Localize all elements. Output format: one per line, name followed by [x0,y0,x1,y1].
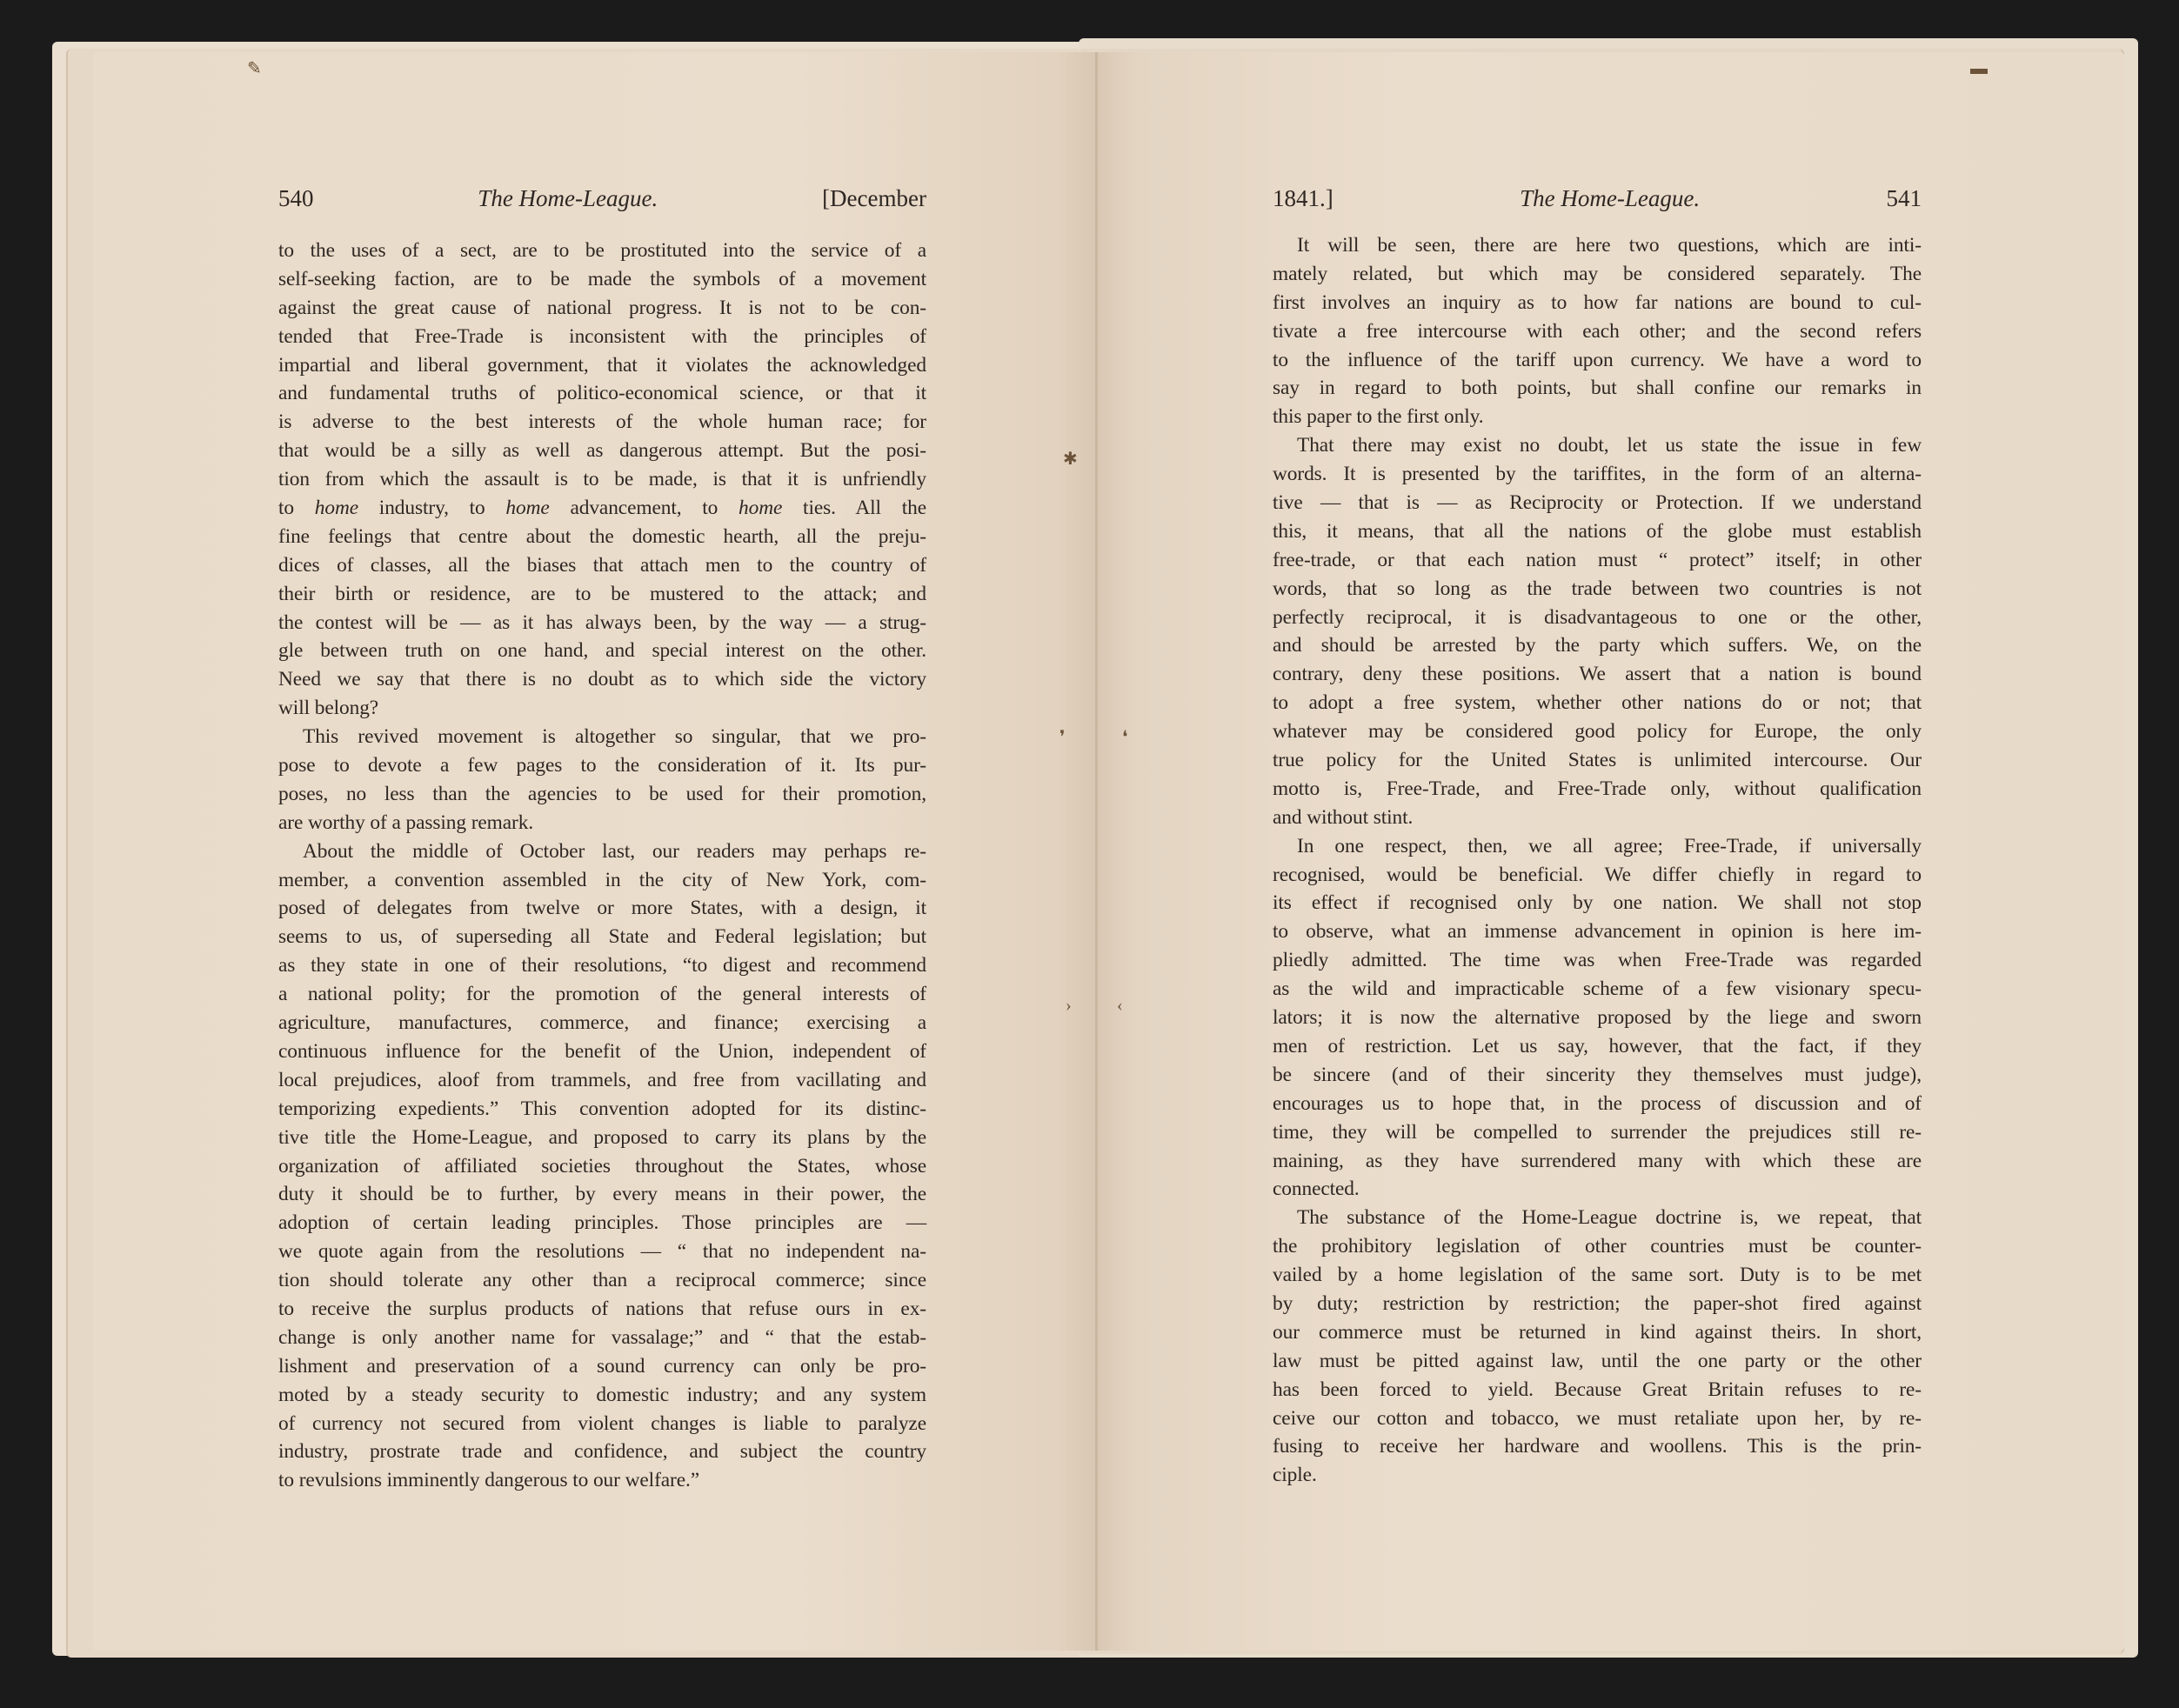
gutter-mark-1: ✱ [1063,450,1078,469]
text-line: tended that Free-Trade is inconsistent with the principles of [278,324,926,348]
text-line: mately related, but which may be considered separately. The [1273,262,1922,285]
text-line: fusing to receive her hardware and woollens. This is the prin- [1273,1435,1922,1458]
text-line: Need we say that there is no doubt as to which side the victory [278,668,926,691]
text-line: are worthy of a passing remark. [278,811,534,834]
text-line: duty it should be to further, by every means in their power, the [278,1183,926,1206]
text-line: lators; it is now the alternative proposed by the liege and sworn [1273,1006,1922,1030]
text-line: continuous influence for the benefit of the Union, independent of [278,1039,926,1063]
text-line: fine feelings that centre about the domestic hearth, all the preju- [278,524,926,548]
stain-mark-right-top: ▬ [1970,59,1988,78]
text-line: be sincere (and of their sincerity they themselves must judge), [1273,1063,1922,1086]
text-line: true policy for the United States is unlimited intercourse. Our [1273,749,1922,772]
text-line: as they state in one of their resolutions, “to digest and recommend [278,954,926,977]
text-line: perfectly reciprocal, it is disadvantageous to one or the other, [1273,605,1922,629]
text-line: local prejudices, aloof from trammels, and free from vacillating and [278,1068,926,1091]
text-line: industry, prostrate trade and confidence, and subject the country [278,1440,926,1464]
running-date-right: 1841.] [1273,185,1333,211]
text-line: temporizing expedients.” This convention adopted for its distinc- [278,1097,926,1120]
text-line: contrary, deny these positions. We assert that a nation is bound [1273,663,1922,686]
text-line: adoption of certain leading principles. Those principles are — [278,1211,926,1235]
text-line: their birth or residence, are to be mustered to the attack; and [278,582,926,605]
text-line: law must be pitted against law, until the one party or the other [1273,1349,1922,1372]
text-line: words. It is presented by the tariffites, in the form of an alterna- [1273,463,1922,486]
text-line: motto is, Free-Trade, and Free-Trade only, without qualification [1273,777,1922,800]
text-line: In one respect, then, we all agree; Free-Trade, if universally [1297,834,1922,857]
italic-home: home [505,497,550,520]
page-number-left: 540 [278,185,314,211]
text-line: connected. [1273,1178,1360,1201]
italic-home: home [739,497,783,520]
text-line: pose to devote a few pages to the consideration of it. Its pur- [278,754,926,777]
text-line: change is only another name for vassalage;” and “ that the estab- [278,1325,926,1349]
text-line: tive — that is — as Reciprocity or Protection. If we understand [1273,491,1922,515]
text-line: will belong? [278,697,379,720]
text-line: the prohibitory legislation of other countries must be counter- [1273,1235,1922,1258]
text-line: maining, as they have surrendered many with which these are [1273,1149,1922,1172]
gutter-mark-2: ❜ [1059,728,1066,747]
text-line: This revived movement is altogether so singular, that we pro- [303,725,926,749]
text-line: to revulsions imminently dangerous to our welfare.” [278,1469,700,1492]
text-line: The substance of the Home-League doctrine is, we repeat, that [1297,1206,1922,1230]
text-line: to receive the surplus products of nations that refuse ours in ex- [278,1297,926,1320]
gutter-mark-5: ‹ [1117,996,1123,1015]
text-line: to home industry, to home advancement, to home ties. All the [278,497,926,520]
italic-home: home [314,497,359,520]
text-line: and should be arrested by the party which suffers. We, on the [1273,634,1922,657]
text-line: self-seeking faction, are to be made the symbols of a movement [278,267,926,290]
text-line: a national polity; for the promotion of the general interests of [278,983,926,1006]
text-line: organization of affiliated societies throughout the States, whose [278,1154,926,1178]
text-line: to the uses of a sect, are to be prostituted into the service of a [278,239,926,262]
text-line: gle between truth on one hand, and special interest on the other. [278,639,926,663]
text-line: its effect if recognised only by one nation. We shall not stop [1273,891,1922,915]
right-running-head [1273,185,1922,220]
gutter-mark-3: ❛ [1122,728,1128,747]
text-line: About the middle of October last, our readers may perhaps re- [303,839,926,863]
text-line: seems to us, of superseding all State and Federal legislation; but [278,925,926,949]
text-line: and fundamental truths of politico-economical science, or that it [278,382,926,405]
text-line: this paper to the first only. [1273,405,1484,429]
text-line: tive title the Home-League, and proposed to carry its plans by the [278,1125,926,1149]
text-line: ceive our cotton and tobacco, we must retaliate upon her, by re- [1273,1406,1922,1430]
text-line: whatever may be considered good policy for Europe, the only [1273,720,1922,744]
text-line: this, it means, that all the nations of the globe must establish [1273,519,1922,543]
text-line: poses, no less than the agencies to be used for their promotion, [278,782,926,805]
text-line: has been forced to yield. Because Great Britain refuses to re- [1273,1378,1922,1401]
text-line: moted by a steady security to domestic industry; and any system [278,1383,926,1406]
text-line: our commerce must be returned in kind against theirs. In short, [1273,1320,1922,1344]
text-line: of currency not secured from violent changes is liable to paralyze [278,1411,926,1435]
text-line: impartial and liberal government, that it violates the acknowledged [278,353,926,377]
text-line: the contest will be — as it has always been, by the way — a strug- [278,610,926,634]
text-line: member, a convention assembled in the city of New York, com- [278,868,926,891]
text-line: say in regard to both points, but shall confine our remarks in [1273,377,1922,400]
text-line: we quote again from the resolutions — “ that no independent na- [278,1240,926,1264]
text-line: tivate a free intercourse with each other; and the second refers [1273,319,1922,343]
book-gutter [1095,52,1098,1651]
right-page-body [1273,231,1922,1490]
text-line: as the wild and impracticable scheme of a few visionary specu- [1273,977,1922,1001]
text-line: against the great cause of national progress. It is not to be con- [278,296,926,319]
running-date-left: [December [822,185,926,211]
text-line: ciple. [1273,1464,1317,1487]
text-line: words, that so long as the trade between two countries is not [1273,577,1922,600]
text-line: tion should tolerate any other than a reciprocal commerce; since [278,1269,926,1292]
text-line: pliedly admitted. The time was when Free-Trade was regarded [1273,949,1922,972]
text-line: free-trade, or that each nation must “ protect” itself; in other [1273,548,1922,571]
text-line: lishment and preservation of a sound currency can only be pro- [278,1354,926,1378]
left-page-body [278,237,926,1495]
text-line: time, they will be compelled to surrender the prejudices still re- [1273,1120,1922,1144]
text-line: by duty; restriction by restriction; the paper-shot fired against [1273,1291,1922,1315]
text-line: vailed by a home legislation of the same sort. Duty is to be met [1273,1264,1922,1287]
text-line: tion from which the assault is to be made, is that it is unfriendly [278,468,926,491]
text-line: It will be seen, there are here two questions, which are inti- [1297,234,1922,257]
left-running-head [278,185,926,220]
stain-mark-left-top: ✎ [247,59,262,78]
page-number-right: 541 [1886,185,1922,211]
text-line: that would be a silly as well as dangerous attempt. But the posi- [278,439,926,463]
text-line: agriculture, manufactures, commerce, and finance; exercising a [278,1011,926,1035]
text-line: That there may exist no doubt, let us state the issue in few [1297,434,1922,457]
text-line: encourages us to hope that, in the process of discussion and of [1273,1091,1922,1115]
text-line: is adverse to the best interests of the whole human race; for [278,410,926,434]
text-line: to adopt a free system, whether other nations do or not; that [1273,691,1922,715]
text-line: posed of delegates from twelve or more States, with a design, it [278,897,926,920]
running-title-right: The Home-League. [1520,185,1701,211]
text-line: and without stint. [1273,805,1414,829]
text-line: to observe, what an immense advancement in opinion is here im- [1273,920,1922,944]
text-line: first involves an inquiry as to how far nations are bound to cul- [1273,290,1922,314]
running-title-left: The Home-League. [478,185,658,211]
gutter-mark-4: › [1066,996,1072,1015]
text-line: men of restriction. Let us say, however, that the fact, if they [1273,1034,1922,1057]
text-line: to the influence of the tariff upon currency. We have a word to [1273,348,1922,371]
text-line: recognised, would be beneficial. We differ chiefly in regard to [1273,863,1922,886]
text-line: dices of classes, all the biases that attach men to the country of [278,553,926,577]
